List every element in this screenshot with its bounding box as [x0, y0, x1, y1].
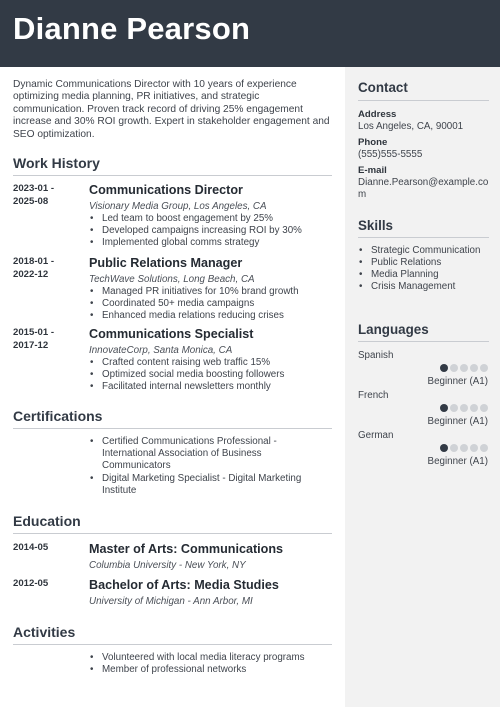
language-level: Beginner (A1) [427, 416, 488, 427]
list-item: • Optimized social media boosting followers [89, 369, 333, 381]
work-dates: 2018-01 - 2022-12 [13, 256, 55, 280]
list-item: • Volunteered with local media literacy programs [89, 652, 329, 664]
list-item: • Certified Communications Professional - International Association of Business Communicators [89, 436, 329, 473]
list-item: • Managed PR initiatives for 10% brand growth [89, 286, 333, 298]
rating-dot-empty [470, 444, 478, 452]
rating-dot-empty [450, 444, 458, 452]
language-item [358, 430, 488, 470]
job-title: Communications Director [89, 183, 243, 197]
language-name: German [358, 430, 394, 441]
section-title-certifications: Certifications [13, 408, 103, 424]
language-rating [440, 444, 488, 452]
rating-dot-empty [480, 404, 488, 412]
contact-title: Contact [358, 80, 408, 95]
rating-dot-empty [470, 404, 478, 412]
section-divider [358, 100, 489, 101]
list-item: • Crisis Management [358, 281, 490, 293]
language-rating [440, 364, 488, 372]
language-rating [440, 404, 488, 412]
skills-list [358, 245, 490, 293]
list-item: • Coordinated 50+ media campaigns [89, 298, 333, 310]
rating-dot-empty [480, 364, 488, 372]
section-divider [358, 341, 489, 342]
list-item: • Crafted content raising web traffic 15% [89, 357, 333, 369]
list-item: • Implemented global comms strategy [89, 237, 333, 249]
list-item: • Facilitated internal newsletters monthly [89, 381, 333, 393]
main-column [0, 67, 345, 707]
school-name: Columbia University - New York, NY [89, 560, 246, 571]
list-item: • Led team to boost engagement by 25% [89, 213, 333, 225]
language-name: Spanish [358, 350, 394, 361]
rating-dot-empty [480, 444, 488, 452]
languages-title: Languages [358, 322, 429, 337]
rating-dot-filled [440, 404, 448, 412]
list-item: • Media Planning [358, 269, 490, 281]
rating-dot-filled [440, 444, 448, 452]
job-title: Public Relations Manager [89, 256, 243, 270]
rating-dot-empty [460, 404, 468, 412]
list-item: • Enhanced media relations reducing crises [89, 310, 333, 322]
rating-dot-empty [470, 364, 478, 372]
address-value: Los Angeles, CA, 90001 [358, 121, 464, 132]
section-title-education: Education [13, 513, 81, 529]
job-employer: InnovateCorp, Santa Monica, CA [89, 345, 233, 356]
education-date: 2012-05 [13, 578, 49, 589]
language-item [358, 350, 488, 390]
language-name: French [358, 390, 389, 401]
education-date: 2014-05 [13, 542, 49, 553]
sidebar [345, 67, 500, 707]
address-label: Address [358, 109, 397, 120]
section-divider [13, 533, 332, 534]
section-divider [13, 644, 332, 645]
job-title: Communications Specialist [89, 327, 254, 341]
degree-title: Master of Arts: Communications [89, 542, 284, 556]
email-label: E-mail [358, 165, 387, 176]
rating-dot-filled [440, 364, 448, 372]
work-dates: 2023-01 - 2025-08 [13, 183, 55, 207]
professional-summary: Dynamic Communications Director with 10 years of experience optimizing media planning, PR initiatives, and strategic communication. Proven track record of driving 25% engagement increase and 30% ROI growth. Expert in stakeholder engagement and SEO optimization. [13, 79, 330, 140]
work-dates: 2015-01 - 2017-12 [13, 327, 55, 351]
rating-dot-empty [450, 404, 458, 412]
resume-header [0, 0, 500, 67]
school-name: University of Michigan - Ann Arbor, MI [89, 596, 253, 607]
language-level: Beginner (A1) [427, 456, 488, 467]
rating-dot-empty [460, 364, 468, 372]
phone-value: (555)555-5555 [358, 149, 423, 160]
job-employer: TechWave Solutions, Long Beach, CA [89, 274, 255, 285]
job-employer: Visionary Media Group, Los Angeles, CA [89, 201, 267, 212]
list-item: • Member of professional networks [89, 664, 329, 676]
language-item [358, 390, 488, 430]
list-item: • Strategic Communication [358, 245, 490, 257]
phone-label: Phone [358, 137, 388, 148]
section-divider [358, 237, 489, 238]
section-title-work: Work History [13, 155, 100, 171]
section-title-activities: Activities [13, 624, 76, 640]
list-item: • Public Relations [358, 257, 490, 269]
section-divider [13, 175, 332, 176]
skills-title: Skills [358, 218, 393, 233]
candidate-name: Dianne Pearson [13, 11, 251, 46]
certifications-list [89, 436, 329, 497]
language-level: Beginner (A1) [427, 376, 488, 387]
rating-dot-empty [450, 364, 458, 372]
degree-title: Bachelor of Arts: Media Studies [89, 578, 279, 592]
list-item: • Digital Marketing Specialist - Digital Marketing Institute [89, 473, 329, 497]
rating-dot-empty [460, 444, 468, 452]
activities-list [89, 652, 329, 676]
list-item: • Developed campaigns increasing ROI by 30% [89, 225, 333, 237]
email-value[interactable]: Dianne.Pearson@example.com [358, 177, 489, 201]
section-divider [13, 428, 332, 429]
